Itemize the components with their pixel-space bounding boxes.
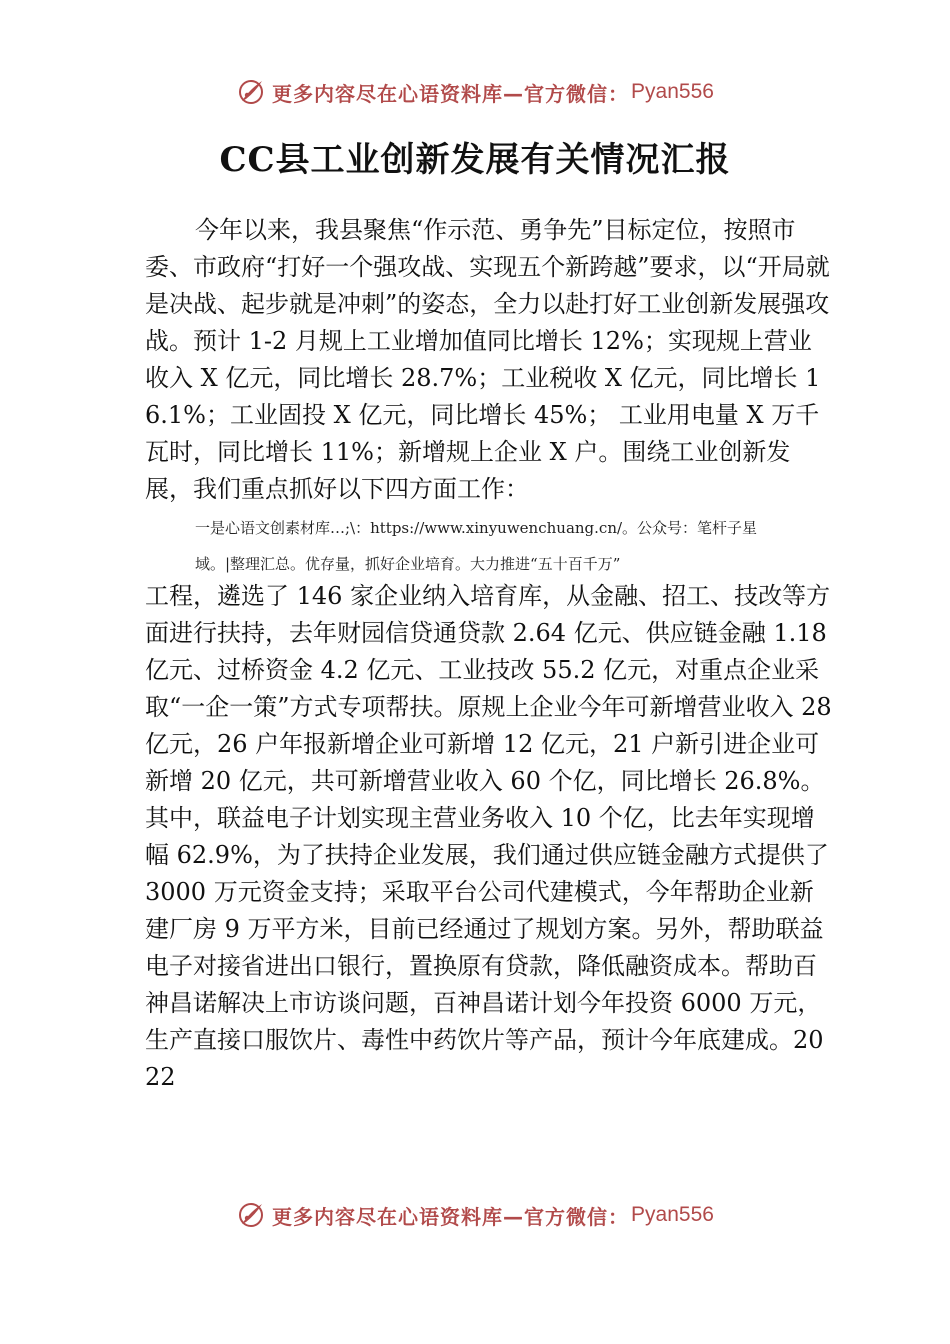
quill-pen-logo-icon — [236, 1200, 266, 1230]
document-title: CC县工业创新发展有关情况汇报 — [219, 140, 731, 180]
body-paragraph: 工程，遴选了 146 家企业纳入培育库，从金融、招工、技改等方面进行扶持，去年财园信贷通贷款 2.64 亿元、供应链金融 1.18 亿元、过桥资金 4.2 亿元、工业技改 55.2 亿元，对重点企业采取“一企一策”方式专项帮扶。原规上企业今年可新增营业收入 28 亿元，26 户年报新增企业可新增 12 亿元，21 户新引进企业可新增 20 亿元，共可新增营业收入 60 个亿，同比增长 26.8%。其中，联益电子计划实现主营业务收入 10 个亿，比去年实现增幅 62.9%，为了扶持企业发展，我们通过供应链金融方式提供了 3000 万元资金支持；采取平台公司代建模式，今年帮助企业新建厂房 9 万平方米，目前已经通过了规划方案。另外，帮助联益电子对接省进出口银行，置换原有贷款，降低融资成本。帮助百神昌诺解决上市访谈问题，百神昌诺计划今年投资 6000 万元，生产直接口服饮片、毒性中药饮片等产品，预计今年底建成。2022 — [145, 582, 832, 1091]
intro-paragraph: 今年以来，我县聚焦“作示范、勇争先”目标定位，按照市委、市政府“打好一个强攻战、实现五个新跨越”要求，以“开局就是决战、起步就是冲刺”的姿态，全力以赴打好工业创新发展强攻战。预计 1-2 月规上工业增加值同比增长 12%；实现规上营业收入 X 亿元，同比增长 28.7%；工业税收 X 亿元，同比增长 16.1%；工业固投 X 亿元，同比增长 45%； 工业用电量 X 万千瓦时，同比增长 11%；新增规上企业 X 户。围绕工业创新发展，我们重点抓好以下四方面工作： — [145, 216, 830, 503]
footer-wechat-id: Pyan556 — [631, 1203, 714, 1226]
header-banner — [0, 72, 950, 112]
footer-banner-text: 更多内容尽在心语资料库—官方微信： — [272, 1204, 630, 1229]
document-body — [145, 212, 835, 1096]
source-note-line-1: 一是心语文创素材库…;\：https://www.xinyuwenchuang.cn/。公众号：笔杆子星 — [195, 519, 758, 537]
footer-banner — [0, 1195, 950, 1235]
header-wechat-id: Pyan556 — [631, 80, 714, 103]
header-banner-text: 更多内容尽在心语资料库—官方微信： — [272, 81, 630, 106]
source-note-line-2: 域。|整理汇总。优存量，抓好企业培育。大力推进“五十百千万” — [195, 555, 621, 573]
quill-pen-logo-icon — [236, 77, 266, 107]
